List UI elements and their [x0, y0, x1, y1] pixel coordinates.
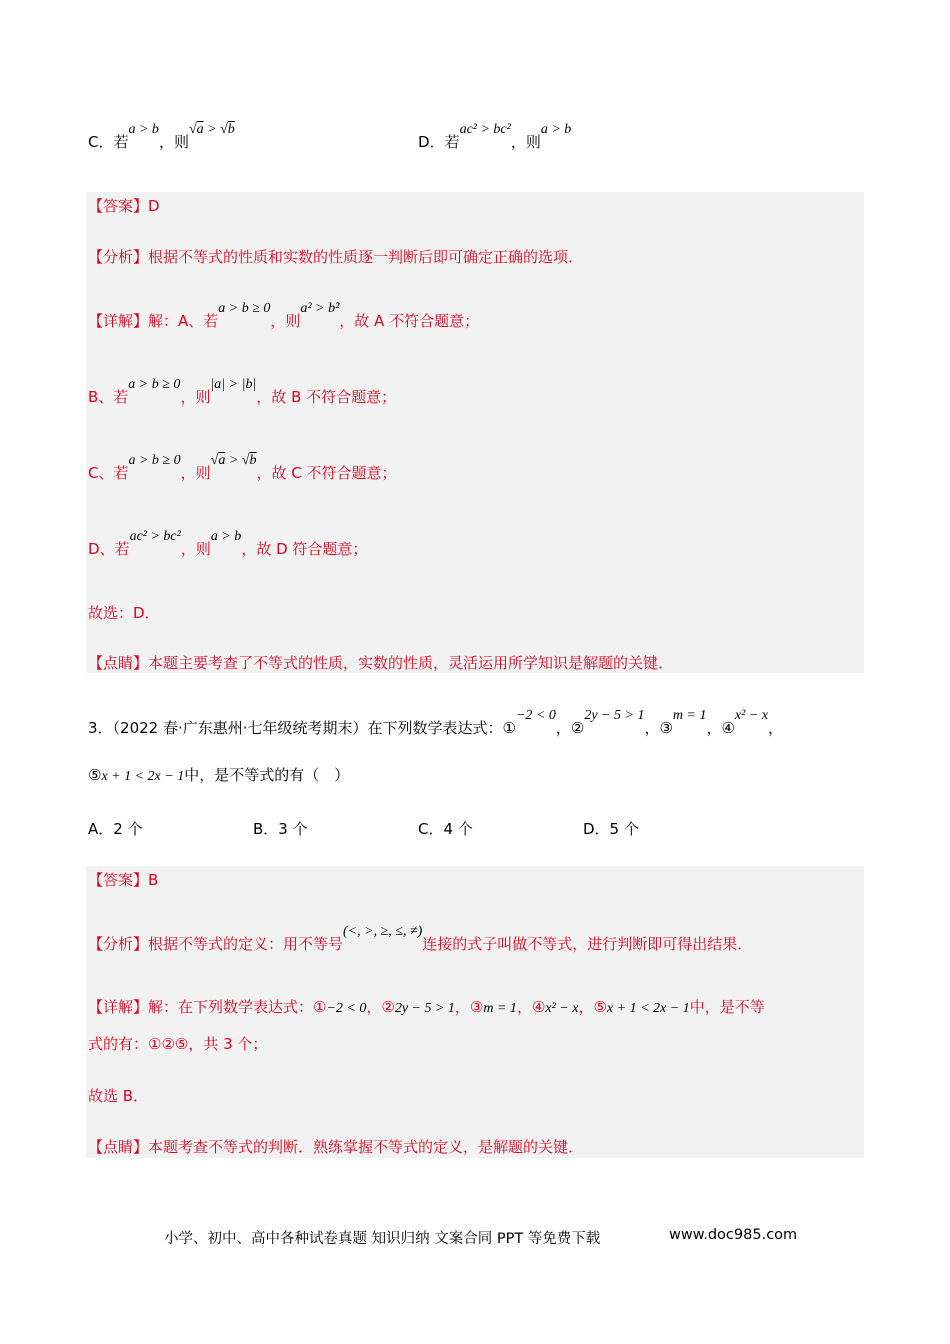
q2-detail-b: B、若a > b ≥ 0，则|a| > |b|，故 B 不符合题意； [88, 377, 397, 406]
q2-detail-d: D、若ac² > bc²，则a > b，故 D 符合题意； [88, 529, 368, 558]
q3-stem-line1: 3．（2022 春·广东惠州·七年级统考期末）在下列数学表达式：①−2 < 0，②2y − 5 > 1，③m = 1，④x² − x， [88, 708, 784, 737]
footer-text: 小学、初中、高中各种试卷真题 知识归纳 文案合同 PPT 等免费下载 [164, 1231, 601, 1247]
q2-option-c: C．若a > b，则√a > √b [88, 122, 235, 151]
q3-option-c: C．4 个 [418, 820, 473, 838]
q3-choose: 故选 B． [88, 1087, 149, 1105]
q2-detail-a: 【详解】解：A、若a > b ≥ 0，则a² > b²，故 A 不符合题意； [88, 301, 480, 330]
q3-detail-line2: 式的有：①②⑤，共 3 个； [88, 1035, 268, 1053]
q2-comment: 【点睛】本题主要考查了不等式的性质，实数的性质，灵活运用所学知识是解题的关键． [88, 654, 674, 672]
q3-option-a: A．2 个 [88, 820, 143, 838]
q3-stem-line2: ⑤x + 1 < 2x − 1中，是不等式的有（ ） [88, 766, 350, 784]
q2-choose: 故选：D． [88, 604, 160, 622]
q2-answer: 【答案】D [88, 197, 160, 215]
q3-comment: 【点睛】本题考查不等式的判断．熟练掌握不等式的定义，是解题的关键． [88, 1138, 584, 1156]
q3-detail-line1: 【详解】解：在下列数学表达式：①−2 < 0，②2y − 5 > 1，③m = 1，④x² − x，⑤x + 1 < 2x − 1中，是不等 [88, 998, 765, 1016]
q3-option-b: B．3 个 [253, 820, 308, 838]
q2-analysis: 【分析】根据不等式的性质和实数的性质逐一判断后即可确定正确的选项． [88, 248, 584, 266]
footer-site-link[interactable]: www.doc985.com [669, 1227, 798, 1243]
q2-option-d: D．若ac² > bc²，则a > b [418, 122, 572, 151]
q3-option-d: D．5 个 [583, 820, 639, 838]
q2-detail-c: C、若a > b ≥ 0，则√a > √b，故 C 不符合题意； [88, 453, 397, 482]
q3-analysis: 【分析】根据不等式的定义：用不等号(<, >, ≥, ≤, ≠)连接的式子叫做不等式，进行判断即可得出结果． [88, 924, 753, 953]
q3-answer: 【答案】B [88, 871, 159, 889]
